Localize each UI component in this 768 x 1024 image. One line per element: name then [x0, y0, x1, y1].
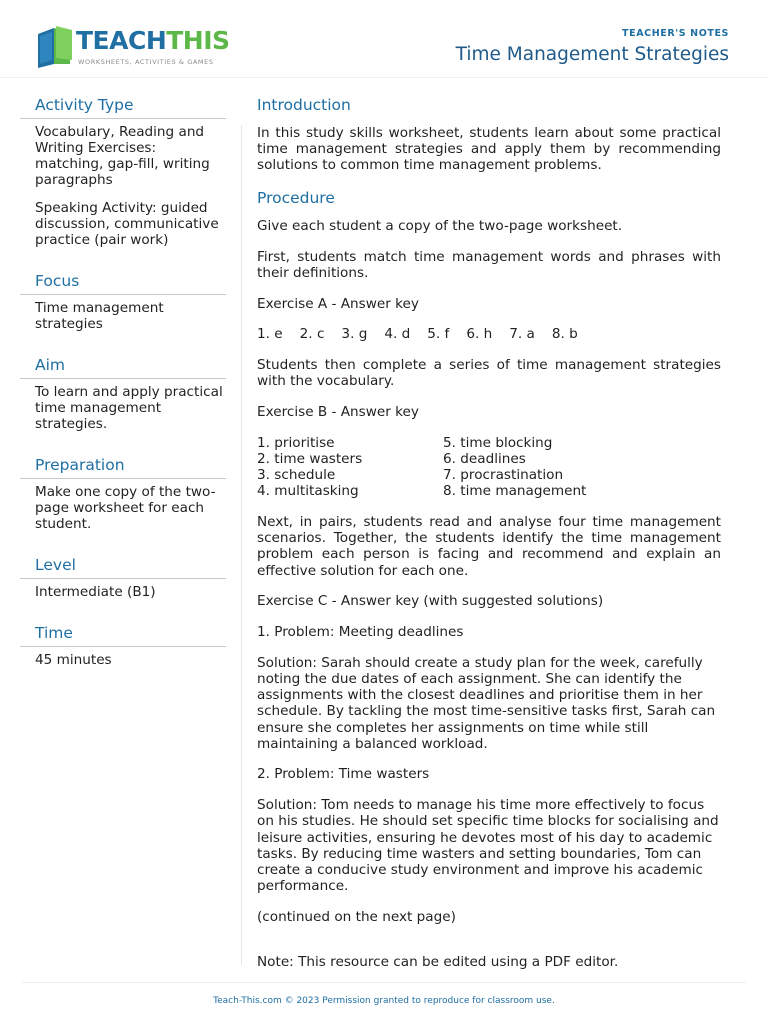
answer-a-5: 5. f	[427, 326, 450, 343]
pdf-editor-note: Note: This resource can be edited using a PDF editor.	[257, 954, 619, 971]
teachers-notes-label: TEACHER'S NOTES	[622, 28, 729, 39]
answer-a-7: 7. a	[509, 326, 535, 343]
aim-text: To learn and apply practical time management strategies.	[35, 384, 223, 432]
procedure-step-4: Next, in pairs, students read and analyse four time management scenarios. Together, the students identify the time management problem each person is facing and recommend and explain an effective solution for each one.	[257, 514, 721, 579]
procedure-step-1: Give each student a copy of the two-page worksheet.	[257, 218, 623, 235]
focus-heading: Focus	[20, 271, 226, 295]
answer-b-5: 5. time blocking	[443, 434, 553, 451]
answer-b-3: 3. schedule	[257, 467, 336, 484]
activity-type-text-2: Speaking Activity: guided discussion, communicative practice (pair work)	[35, 200, 219, 248]
main-content	[257, 95, 721, 985]
answer-a-4: 4. d	[384, 326, 411, 343]
exercise-b-answers	[257, 435, 721, 500]
activity-type-heading: Activity Type	[20, 95, 226, 119]
aim-section	[20, 355, 226, 432]
activity-type-text-1: Vocabulary, Reading and Writing Exercises: matching, gap-fill, writing paragraphs	[35, 124, 210, 188]
procedure-heading: Procedure	[257, 189, 335, 208]
time-section	[20, 623, 226, 668]
level-heading: Level	[20, 555, 226, 579]
exercise-b-label: Exercise B - Answer key	[257, 404, 419, 421]
logo-wordmark	[76, 26, 230, 55]
exercise-a-answers	[257, 326, 721, 342]
procedure-step-3: Students then complete a series of time management strategies with the vocabulary.	[257, 357, 721, 390]
page-header	[0, 0, 768, 78]
answer-b-6: 6. deadlines	[443, 450, 526, 467]
sidebar	[20, 95, 226, 691]
teach-this-logo	[36, 24, 236, 68]
problem-1: 1. Problem: Meeting deadlines	[257, 624, 464, 641]
answer-a-8: 8. b	[551, 326, 578, 343]
time-text: 45 minutes	[35, 652, 112, 668]
document-title: Time Management Strategies	[455, 44, 729, 65]
aim-heading: Aim	[20, 355, 226, 379]
procedure-step-2: First, students match time management words and phrases with their definitions.	[257, 248, 721, 282]
problem-2: 2. Problem: Time wasters	[257, 766, 430, 783]
column-divider	[241, 125, 242, 965]
answer-b-4: 4. multitasking	[257, 483, 359, 500]
introduction-text: In this study skills worksheet, students learn about some practical time management strategies and apply them by recommending solutions to common time management problems.	[257, 125, 721, 174]
level-text: Intermediate (B1)	[35, 584, 156, 600]
answer-a-2: 2. c	[299, 326, 325, 343]
solution-1: Solution: Sarah should create a study plan for the week, carefully noting the due dates of each assignment. She can identify the assignments with the closest deadlines and prioritise them in her schedule. By tackling the most time-sensitive tasks first, Sarah can ensure she completes her assignments on time while still maintaining a balanced workload.	[257, 654, 716, 752]
preparation-heading: Preparation	[20, 455, 226, 479]
preparation-text: Make one copy of the two-page worksheet for each student.	[35, 484, 216, 532]
answer-a-6: 6. h	[466, 326, 493, 343]
logo-accent-text: THIS	[166, 26, 230, 55]
level-section	[20, 555, 226, 600]
footer-copyright: Teach-This.com © 2023 Permission granted to reproduce for classroom use.	[213, 996, 555, 1006]
focus-section	[20, 271, 226, 332]
answer-b-2: 2. time wasters	[257, 450, 363, 467]
continued-note: (continued on the next page)	[257, 908, 456, 925]
time-heading: Time	[20, 623, 226, 647]
introduction-heading: Introduction	[257, 96, 351, 114]
footer-divider	[22, 982, 746, 983]
focus-text: Time management strategies	[35, 300, 164, 332]
answer-b-8: 8. time management	[443, 483, 587, 500]
exercise-a-label: Exercise A - Answer key	[257, 295, 419, 312]
answer-a-3: 3. g	[341, 326, 368, 343]
answer-b-7: 7. procrastination	[443, 467, 564, 484]
book-icon	[36, 24, 76, 68]
logo-tagline: WORKSHEETS, ACTIVITIES & GAMES	[78, 58, 214, 66]
answer-b-1: 1. prioritise	[257, 434, 335, 451]
logo-main-text: TEACH	[76, 26, 167, 55]
exercise-c-label: Exercise C - Answer key (with suggested solutions)	[257, 593, 604, 610]
activity-type-section	[20, 95, 226, 248]
preparation-section	[20, 455, 226, 532]
solution-2: Solution: Tom needs to manage his time more effectively to focus on his studies. He should set specific time blocks for socialising and leisure activities, ensuring he devotes most of his day to academic tasks. By reducing time wasters and setting boundaries, Tom can create a conducive study environment and improve his academic performance.	[257, 797, 719, 895]
answer-a-1: 1. e	[257, 326, 283, 343]
